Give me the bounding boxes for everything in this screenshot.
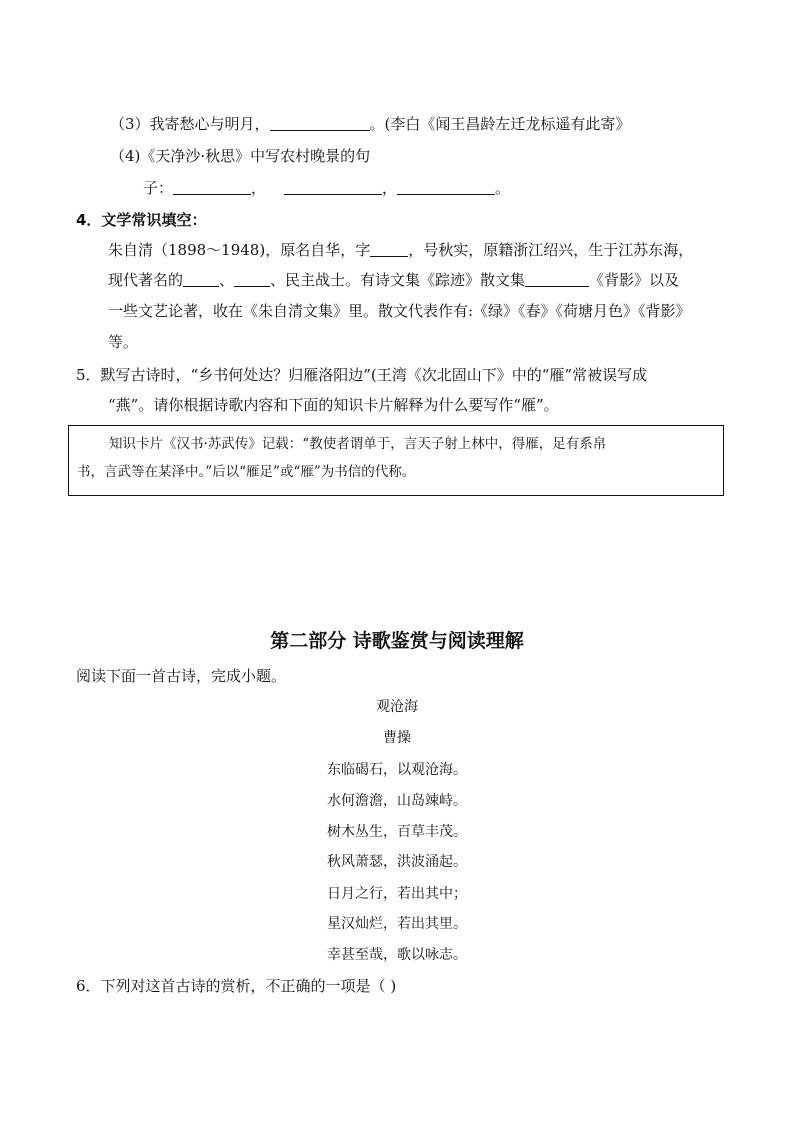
poem-line: 星汉灿烂，若出其里。 [327, 916, 467, 932]
section-heading: 第二部分 诗歌鉴赏与阅读理解 [270, 630, 524, 652]
literary-line-1 [108, 240, 693, 260]
question-6: 6．下列对这首古诗的赏析，不正确的一项是（ ) [76, 977, 397, 995]
answer-prefix: 子： [143, 179, 174, 197]
poem-line: 水何澹澹，山岛竦峙。 [327, 793, 467, 809]
separator: ， [251, 179, 267, 197]
poem-line: 秋风萧瑟，洪波涌起。 [327, 854, 467, 870]
poem-line: 幸甚至哉，歌以咏志。 [327, 947, 467, 963]
knowledge-card-line-1: 知识卡片《汉书·苏武传》记载：“教使者谓单于，言天子射上林中，得雁，足有系帛 [109, 436, 607, 452]
literary-text: 、 [219, 271, 235, 289]
separator: ， [382, 179, 398, 197]
literary-question-title: 4．文学常识填空： [76, 211, 207, 229]
knowledge-card-line-2: 书，言武等在某泽中。”后以“雁足”或“雁”为书信的代称。 [77, 464, 416, 480]
answer-blank[interactable] [370, 241, 408, 257]
answer-blank[interactable] [397, 179, 495, 195]
question-3-text: （3）我寄愁心与明月， [110, 115, 270, 133]
question-5-line-2: “燕”。请你根据诗歌内容和下面的知识卡片解释为什么要写作“雁”。 [108, 396, 559, 414]
literary-text: ，号秋实，原籍浙江绍兴，生于江苏东海， [408, 241, 694, 259]
poem-line: 日月之行，若出其中； [327, 886, 467, 902]
question-4-intro [110, 146, 370, 166]
question-3-source: 。(李白《闻王昌龄左迁龙标遥有此寄》 [369, 115, 631, 133]
literary-text: 《背影》以及 [589, 271, 680, 289]
question-5-line-1: 5．默写古诗时，“乡书何处达？归雁洛阳边”(王湾《次北固山下》中的“雁”常被误写成 [76, 366, 648, 384]
question-3 [110, 114, 630, 134]
literary-line-3: 一些文艺论著，收在《朱自清文集》里。散文代表作有:《绿》《春》《荷塘月色》《背影》 [108, 302, 691, 320]
literary-text: 朱自清（1898～1948)，原名自华，字 [108, 241, 371, 259]
literary-text: 、民主战士。有诗文集《踪迹》散文集 [270, 271, 526, 289]
answer-blank[interactable] [173, 179, 251, 195]
question-4-text: （4)《天净沙·秋思》中写农村晚景的句 [110, 147, 371, 165]
answer-blank[interactable] [284, 179, 382, 195]
separator: 。 [495, 179, 511, 197]
poem-line: 东临碣石，以观沧海。 [327, 762, 467, 778]
literary-line-4: 等。 [108, 333, 139, 351]
question-4-answer-line [143, 178, 510, 198]
poem-title: 观沧海 [376, 699, 418, 715]
poem-author: 曹操 [383, 730, 411, 746]
knowledge-card [68, 425, 724, 496]
answer-blank[interactable] [183, 271, 219, 287]
literary-text: 现代著名的 [108, 271, 184, 289]
answer-blank[interactable] [234, 271, 270, 287]
reading-instruction: 阅读下面一首古诗，完成小题。 [76, 667, 287, 685]
poem-line: 树木丛生，百草丰茂。 [327, 824, 467, 840]
answer-blank[interactable] [525, 271, 589, 287]
literary-line-2 [108, 270, 679, 290]
answer-blank[interactable] [270, 115, 370, 131]
